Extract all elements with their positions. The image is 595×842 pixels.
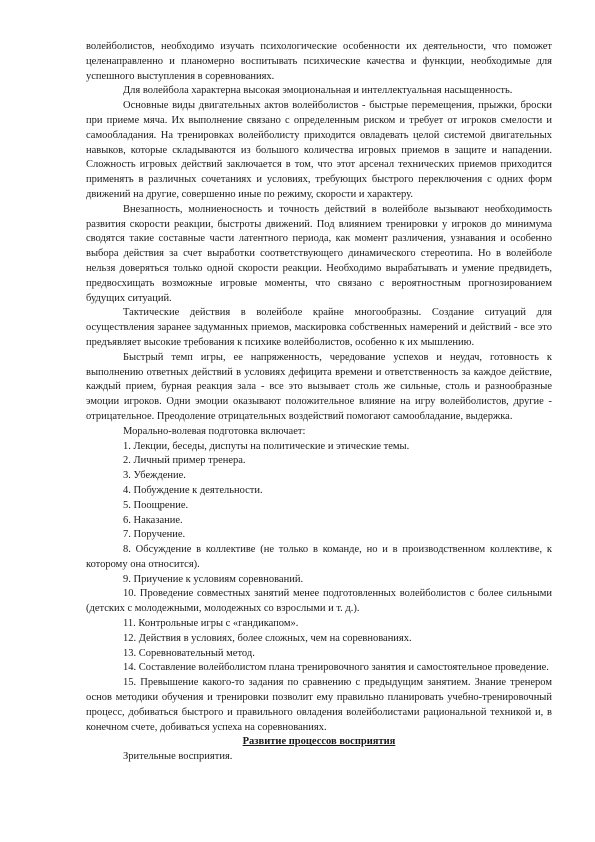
paragraph-motor-acts: Основные виды двигательных актов волейболистов - быстрые перемещения, прыжки, броски при приеме мяча. Их выполнение связано с определенным риском и требует от игроков смелости и самообладания. На тренировках волейболисту приходится овладевать целой системой двигательных навыков, которые складываются из большого количества игровых приемов в защите и нападении. Сложность игровых действий заключается в том, что этот арсенал технических приемов приходится применять в различных сочетаниях и условиях, требующих быстрого переключения с одних форм движений на другие, совершенно иные по режиму, скорости и характеру. [86,100,552,200]
paragraph-volleyball-character: Для волейбола характерна высокая эмоциональная и интеллектуальная насыщенность. [123,85,513,97]
section-heading: Развитие процессов восприятия [242,736,396,748]
list-item: 15. Превышение какого-то задания по сравнению с предыдущим занятием. Знание тренером основ методики обучения и тренировки позволит ему правильно планировать учебно-тренировочный процесс, добиваться быстрого и правильного овладения волейболистами рациональной техникой и, в конечном счете, добиваться успеха на соревнованиях. [86,677,552,733]
list-item: 13. Соревновательный метод. [123,647,255,659]
list-item: 9. Приучение к условиям соревнований. [123,573,304,585]
paragraph-tactics: Тактические действия в волейболе крайне многообразны. Создание ситуаций для осуществления заранее задуманных приемов, маскировка собственных намерений и действий - все это предъявляет высокие требования к психике волейболистов, особенно к их мышлению. [86,307,552,348]
paragraph-intro-continuation: волейболистов, необходимо изучать психологические особенности их деятельности, что поможет целенаправленно и планомерно воспитывать психические качества и функции, необходимые для успешного выступления в соревнованиях. [86,41,552,82]
list-item: 12. Действия в условиях, более сложных, чем на соревнованиях. [123,632,412,644]
paragraph-emotions: Быстрый темп игры, ее напряженность, чередование успехов и неудач, готовность к выполнению ответных действий в условиях дефицита времени и ответственность за каждое действие, каждый прием, бурная реакция зала - все это вызывает столь же сильные, столь и разнообразные эмоции игроков. Одни эмоции оказывают положительное влияние на игру волейболистов, другие - отрицательное. Преодоление отрицательных воздействий помогают самообладание, выдержка. [86,351,552,422]
list-item: 14. Составление волейболистом плана тренировочного занятия и самостоятельное проведение. [123,662,549,674]
paragraph-reaction-speed: Внезапность, молниеносность и точность действий в волейболе вызывают необходимость развития скорости реакции, быстроты движений. Под влиянием тренировки у игроков до минимума сводятся такие составные части латентного периода, как момент различения, узнавания и особенно выбора действия за счет выработки соответствующего динамического стереотипа. Но в волейболе нельзя доверяться только одной скорости реакции. Необходимо вырабатывать и умение предвидеть, предвосхищать возможные игровые моменты, что связано с вероятностным прогнозированием будущих ситуаций. [86,203,552,304]
list-item: 10. Проведение совместных занятий менее подготовленных волейболистов с более сильными (детских с молодежными, молодежных со взрослыми и т. д.). [86,588,552,615]
list-item: 11. Контрольные игры с «гандикапом». [123,618,299,630]
list-item: 1. Лекции, беседы, диспуты на политические и этические темы. [123,440,410,452]
paragraph-visual-perception: Зрительные восприятия. [123,751,233,763]
moral-training-list [86,440,552,736]
list-item: 5. Поощрение. [123,499,189,511]
document-body [86,40,552,765]
list-item: 4. Побуждение к деятельности. [123,484,263,496]
list-item: 7. Поручение. [123,529,186,541]
list-item: 6. Наказание. [123,514,183,526]
list-item: 3. Убеждение. [123,470,186,482]
list-item: 2. Личный пример тренера. [123,455,246,467]
paragraph-moral-training-intro: Морально-волевая подготовка включает: [123,425,306,437]
list-item: 8. Обсуждение в коллективе (не только в команде, но и в производственном коллективе, к которому она относится). [86,544,552,570]
